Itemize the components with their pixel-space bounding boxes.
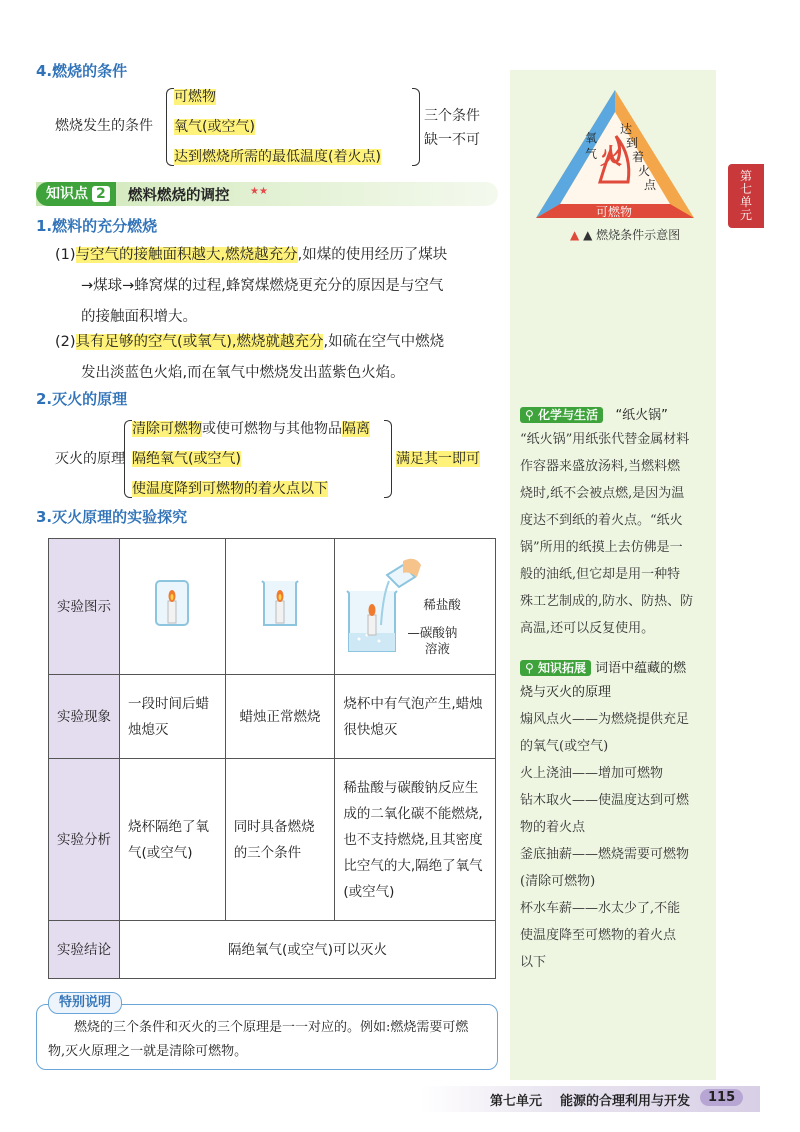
condition-item-2: 氧气(或空气): [174, 119, 255, 135]
knowledge-point-badge: 知识点 2: [36, 182, 116, 206]
condition-item-3: 达到燃烧所需的最低温度(着火点): [174, 149, 381, 165]
star-rating-icon: ★★: [250, 186, 268, 197]
figure-acid-soda: [335, 539, 496, 675]
extinguish-item-1: 清除可燃物或使可燃物与其他物品隔离: [132, 421, 370, 437]
row-header-conclusion: 实验结论: [49, 921, 120, 979]
right-brace: [412, 88, 420, 166]
condition-item-1: 可燃物: [174, 89, 216, 105]
row-header-analysis: 实验分析: [49, 759, 120, 921]
phenomenon-cell-2: 蜡烛正常燃烧: [225, 675, 335, 759]
phenomenon-cell-3: 烧杯中有气泡产生,蜡烛很快熄灭: [335, 675, 496, 759]
conclusion-cell: 隔绝氧气(或空气)可以灭火: [120, 921, 496, 979]
section-title-full-combustion: 1.燃料的充分燃烧: [36, 217, 158, 235]
triangle-caption: ▲ ▲ 燃烧条件示意图: [570, 228, 681, 242]
figure-candle-covered: [120, 539, 226, 675]
candle-in-open-beaker-icon: [250, 567, 310, 637]
extinguish-item-2: 隔绝氧气(或空气): [132, 451, 241, 467]
analysis-cell-1: 烧杯隔绝了氧气(或空气): [120, 759, 226, 921]
left-brace: [124, 420, 132, 498]
table-row-conclusion: [49, 921, 496, 979]
extinguishing-label: 灭火的原理: [55, 451, 125, 467]
sidebar-chemistry-life-header: ⚲ 化学与生活 “纸火锅”: [520, 404, 668, 423]
row-header-phenomenon: 实验现象: [49, 675, 120, 759]
paragraph-1: (1)与空气的接触面积越大,燃烧越充分,如煤的使用经历了煤块 →煤球→蜂窝煤的过程,蜂窝煤燃烧更充分的原因是与空气 的接触面积增大。: [55, 247, 448, 325]
sidebar-knowledge-ext-text: 煽风点火——为燃烧提供充足 的氧气(或空气) 火上浇油——增加可燃物 钻木取火——使温度达到可燃 物的着火点 釜底抽薪——燃烧需要可燃物 (清除可燃物) 杯水车薪——水太少了,不能 使温度降至可燃物的着火点 以下: [520, 712, 690, 970]
combustion-conditions-label: 燃烧发生的条件: [55, 118, 153, 134]
special-note-tag: 特别说明: [48, 992, 122, 1014]
triangle-bottom-label: 可燃物: [596, 205, 633, 219]
special-note-text: 燃烧的三个条件和灭火的三个原理是一一对应的。例如:燃烧需要可燃 物,灭火原理之一就是清除可燃物。: [48, 1020, 469, 1059]
figure-candle-open: [225, 539, 335, 675]
footer-unit: 第七单元: [490, 1094, 543, 1109]
acid-label: 稀盐酸: [423, 597, 461, 612]
conditions-result: 三个条件 缺一不可: [424, 108, 480, 148]
section-title-experiment: 3.灭火原理的实验探究: [36, 508, 188, 526]
left-brace: [166, 88, 174, 166]
footer-title: 能源的合理利用与开发: [560, 1094, 691, 1109]
candle-in-covered-beaker-icon: [142, 567, 202, 637]
extinguish-item-3: 使温度降到可燃物的着火点以下: [132, 481, 328, 497]
analysis-cell-3: 稀盐酸与碳酸钠反应生成的二氧化碳不能燃烧,也不支持燃烧,且其密度比空气的大,隔绝了氧气(或空气): [335, 759, 496, 921]
sidebar-knowledge-ext-header: ⚲ 知识拓展 词语中蕴藏的燃 烧与灭火的原理: [520, 661, 687, 700]
knowledge-point-title: 燃料燃烧的调控: [128, 188, 230, 204]
soda-label: —碳酸钠 溶液: [407, 625, 458, 656]
knowledge-ext-tag: ⚲ 知识拓展: [520, 660, 591, 676]
table-row-phenomenon: [49, 675, 496, 759]
triangle-right-label: 达 到 着 火 点: [620, 122, 657, 192]
row-header-figure: 实验图示: [49, 539, 120, 675]
unit-side-tab[interactable]: 第 七 单 元: [728, 164, 764, 228]
triangle-left-label: 氧气: [585, 131, 598, 161]
table-row-figure: [49, 539, 496, 675]
table-row-analysis: [49, 759, 496, 921]
chemistry-life-tag: ⚲ 化学与生活: [520, 407, 603, 423]
fire-glyph-icon: 火: [600, 145, 623, 170]
experiment-table: [48, 538, 496, 979]
section-title-combustion-conditions: 4.燃烧的条件: [36, 62, 128, 80]
right-brace: [384, 420, 392, 498]
sidebar-chemistry-life-text: “纸火锅”用纸张代替金属材料 作容器来盛放汤料,当燃料燃 烧时,纸不会被点燃,是因为温 度达不到纸的着火点。“纸火 锅”所用的纸摸上去仿佛是一 般的油纸,但它却是用一种特 殊工艺制成的,防水、防热、防 高温,还可以反复使用。: [520, 432, 694, 636]
phenomenon-cell-1: 一段时间后蜡烛熄灭: [120, 675, 226, 759]
analysis-cell-2: 同时具备燃烧的三个条件: [225, 759, 335, 921]
page-number: 115: [700, 1089, 743, 1106]
extinguish-result: 满足其一即可: [396, 451, 480, 467]
section-title-extinguishing: 2.灭火的原理: [36, 390, 128, 408]
paragraph-2: (2)具有足够的空气(或氧气),燃烧就越充分,如硫在空气中燃烧 发出淡蓝色火焰,而在氧气中燃烧发出蓝紫色火焰。: [55, 334, 445, 381]
